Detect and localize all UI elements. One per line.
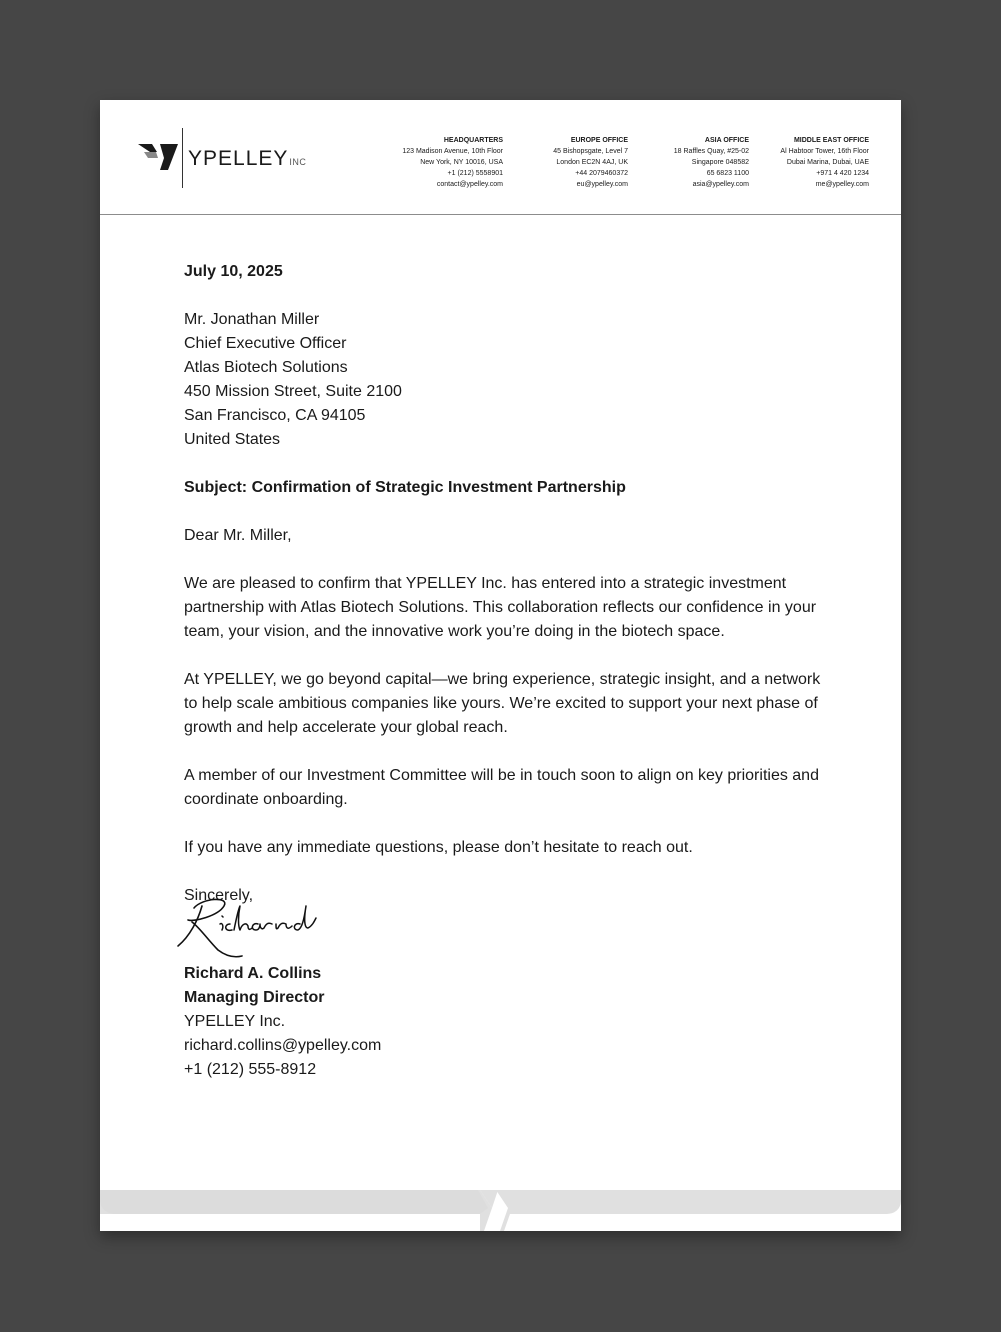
office-address-line: 123 Madison Avenue, 10th Floor [402,148,503,155]
office-europe [503,135,628,190]
office-asia [628,135,749,190]
signer-email: richard.collins@ypelley.com [184,1037,382,1054]
signature-area [184,894,824,962]
letter-subject: Subject: Confirmation of Strategic Investment Partnership [184,479,626,496]
signer-phone: +1 (212) 555-8912 [184,1061,317,1078]
office-phone: +971 4 420 1234 [816,170,869,177]
office-title: HEADQUARTERS [443,137,503,144]
logo-suffix: INC [289,157,307,167]
office-address-line: 18 Raffles Quay, #25-02 [673,148,749,155]
office-phone: 65 6823 1100 [706,170,749,177]
office-headquarters [373,135,503,190]
office-address-line: Al Habtoor Tower, 16th Floor [780,148,869,155]
logo-name: YPELLEY [188,147,289,170]
office-addresses [373,135,869,190]
letter-paragraph: We are pleased to confirm that YPELLEY Inc. has entered into a strategic investment partnership with Atlas Biotech Solutions. This collaboration reflects our confidence in your team, your vision, and the innovative work you’re doing in the biotech space. [184,575,817,640]
office-email: asia@ypelley.com [692,181,749,188]
office-address-line: New York, NY 10016, USA [420,159,503,166]
office-phone: +44 2079460372 [575,170,628,177]
signer-name: Richard A. Collins [184,965,322,982]
office-address-line: Dubai Marina, Dubai, UAE [786,159,869,166]
logo-wordmark [188,147,306,171]
signer-company: YPELLEY Inc. [184,1013,286,1030]
recipient-name: Mr. Jonathan Miller [184,311,320,328]
footer-decorative-band [100,1190,901,1231]
recipient-country: United States [184,431,281,448]
recipient-street: 450 Mission Street, Suite 2100 [184,383,402,400]
letter-paragraph: A member of our Investment Committee will be in touch soon to align on key priorities and coordinate onboarding. [184,767,819,808]
signer-title: Managing Director [184,989,325,1006]
office-phone: +1 (212) 5558901 [447,170,503,177]
letter-body [184,260,824,1082]
office-email: contact@ypelley.com [436,181,503,188]
recipient-address [184,308,824,452]
recipient-company: Atlas Biotech Solutions [184,359,348,376]
office-email: me@ypelley.com [815,181,869,188]
signer-block [184,962,824,1082]
letter-paragraph: At YPELLEY, we go beyond capital—we bring experience, strategic insight, and a network to help scale ambitious companies like yours. We’re excited to support your next phase of growth and help accelerate your global reach. [184,671,821,736]
office-title: ASIA OFFICE [704,137,749,144]
letter-date: July 10, 2025 [184,263,283,280]
letter-paragraph: If you have any immediate questions, please don’t hesitate to reach out. [184,839,693,856]
logo-mark-icon [138,144,178,170]
letter-salutation: Dear Mr. Miller, [184,527,292,544]
company-logo [138,128,328,188]
logo-divider [182,128,183,188]
office-title: MIDDLE EAST OFFICE [793,137,869,144]
letterhead-page [100,100,901,1231]
office-address-line: 45 Bishopsgate, Level 7 [553,148,628,155]
handwritten-signature [172,894,342,966]
recipient-city: San Francisco, CA 94105 [184,407,366,424]
letterhead-header [100,100,901,215]
recipient-title: Chief Executive Officer [184,335,347,352]
office-address-line: Singapore 048582 [691,159,749,166]
office-middle-east [749,135,869,190]
office-address-line: London EC2N 4AJ, UK [556,159,628,166]
office-email: eu@ypelley.com [576,181,628,188]
letter-closing: Sincerely, [184,887,254,904]
office-title: EUROPE OFFICE [570,137,628,144]
